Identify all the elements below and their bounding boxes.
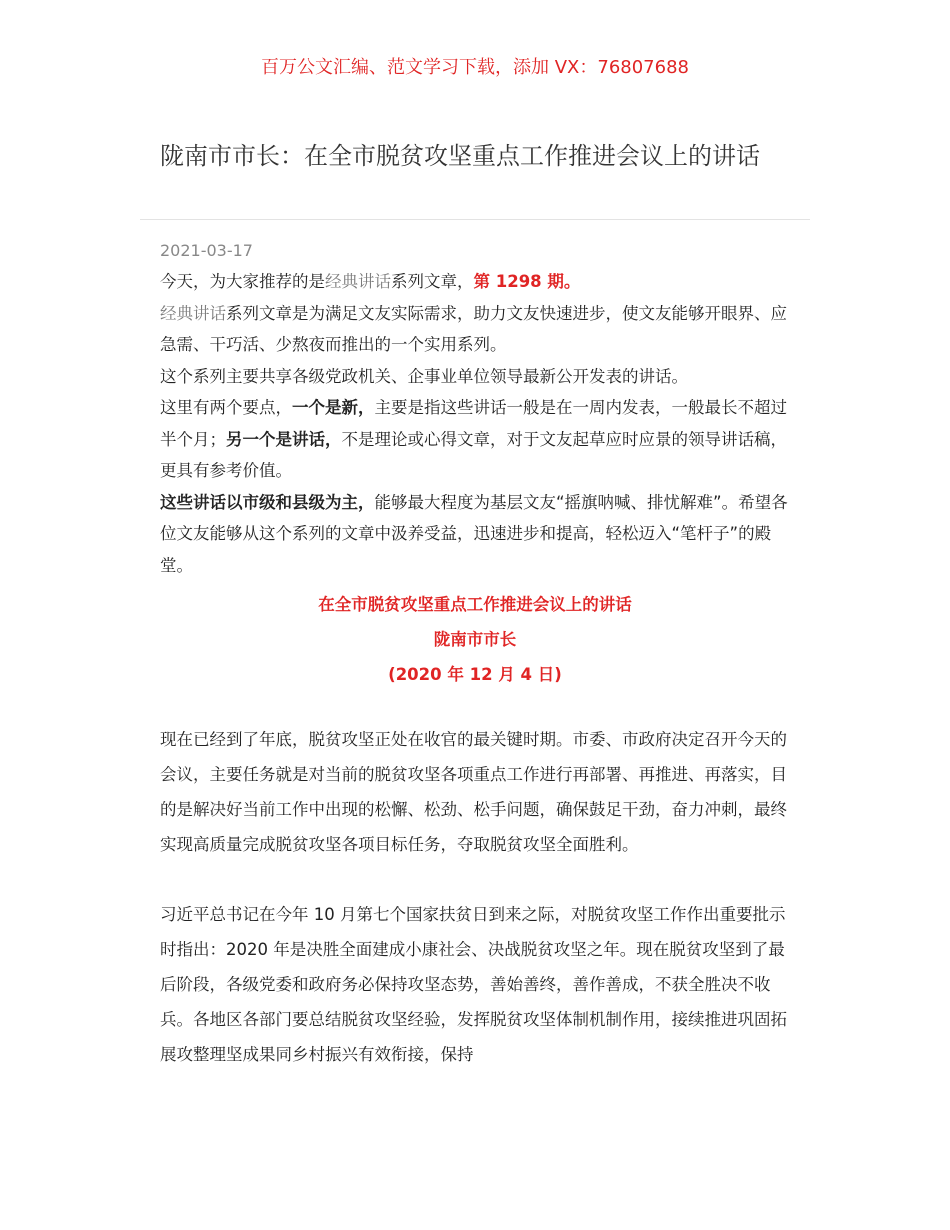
promo-banner: 百万公文汇编、范文学习下载，添加 VX：76807688: [261, 57, 689, 78]
intro-paragraph-3: 这个系列主要共享各级党政机关、企事业单位领导最新公开发表的讲话。: [160, 366, 688, 386]
speech-header: [0, 587, 950, 692]
intro-paragraph-5: [160, 487, 795, 582]
intro-text: 主要是指这些讲话一般是在一周内发表，一般最长不超过半个月；: [160, 398, 787, 449]
intro-paragraph-4: [160, 392, 795, 487]
series-name: 经典讲话: [160, 303, 226, 323]
series-name: 经典讲话: [325, 272, 391, 291]
intro-text: 能够最大程度为基层文友“摇旗呐喊、排忧解难”。希望各位文友能够从这个系列的文章中汲养受益，迅速进步和提高，轻松迈入“笔杆子”的殿堂。: [160, 492, 788, 575]
publish-date: 2021-03-17: [160, 241, 253, 260]
intro-text: 系列文章是为满足文友实际需求，助力文友快速进步，使文友能够开眼界、应急需、干巧活、少熬夜而推出的一个实用系列。: [160, 303, 787, 354]
article-title: 陇南市市长：在全市脱贫攻坚重点工作推进会议上的讲话: [160, 142, 760, 170]
speech-speaker: 陇南市市长: [433, 630, 517, 649]
intro-text: 不是理论或心得文章，对于文友起草应时应景的领导讲话稿，更具有参考价值。: [160, 429, 787, 480]
body-paragraph-1: 现在已经到了年底，脱贫攻坚正处在收官的最关键时期。市委、市政府决定召开今天的会议，主要任务就是对当前的脱贫攻坚各项重点工作进行再部署、再推进、再落实，目的是解决好当前工作中出现的松懈、松劲、松手问题，确保鼓足干劲，奋力冲刺，最终实现高质量完成脱贫攻坚各项目标任务，夺取脱贫攻坚全面胜利。: [160, 730, 787, 854]
intro-paragraph-1: [160, 266, 795, 298]
focus-statement: 这些讲话以市级和县级为主，: [160, 492, 375, 512]
speech-date: (2020 年 12 月 4 日): [388, 665, 562, 684]
title-divider: [140, 219, 810, 220]
body-paragraph-2: 习近平总书记在今年 10 月第七个国家扶贫日到来之际，对脱贫攻坚工作作出重要批示时指出：2020 年是决胜全面建成小康社会、决战脱贫攻坚之年。现在脱贫攻坚到了最后阶段，各级党委和政府务必保持攻坚态势，善始善终，善作善成，不获全胜决不收兵。各地区各部门要总结脱贫攻坚经验，发挥脱贫攻坚体制机制作用，接续推进巩固拓展攻整理坚成果同乡村振兴有效衔接，保持: [160, 905, 787, 1064]
issue-number: 第 1298 期。: [473, 272, 581, 291]
speech-title: 在全市脱贫攻坚重点工作推进会议上的讲话: [318, 595, 632, 614]
key-point-2: 另一个是讲话，: [226, 429, 342, 449]
key-point-1: 一个是新，: [292, 398, 375, 417]
intro-section: [160, 266, 795, 581]
intro-text: 今天，为大家推荐的是: [160, 272, 325, 291]
intro-paragraph-2: [160, 298, 795, 361]
intro-text: 这里有两个要点，: [160, 398, 292, 417]
intro-text: 系列文章，: [391, 272, 474, 291]
speech-body: [160, 722, 795, 1107]
